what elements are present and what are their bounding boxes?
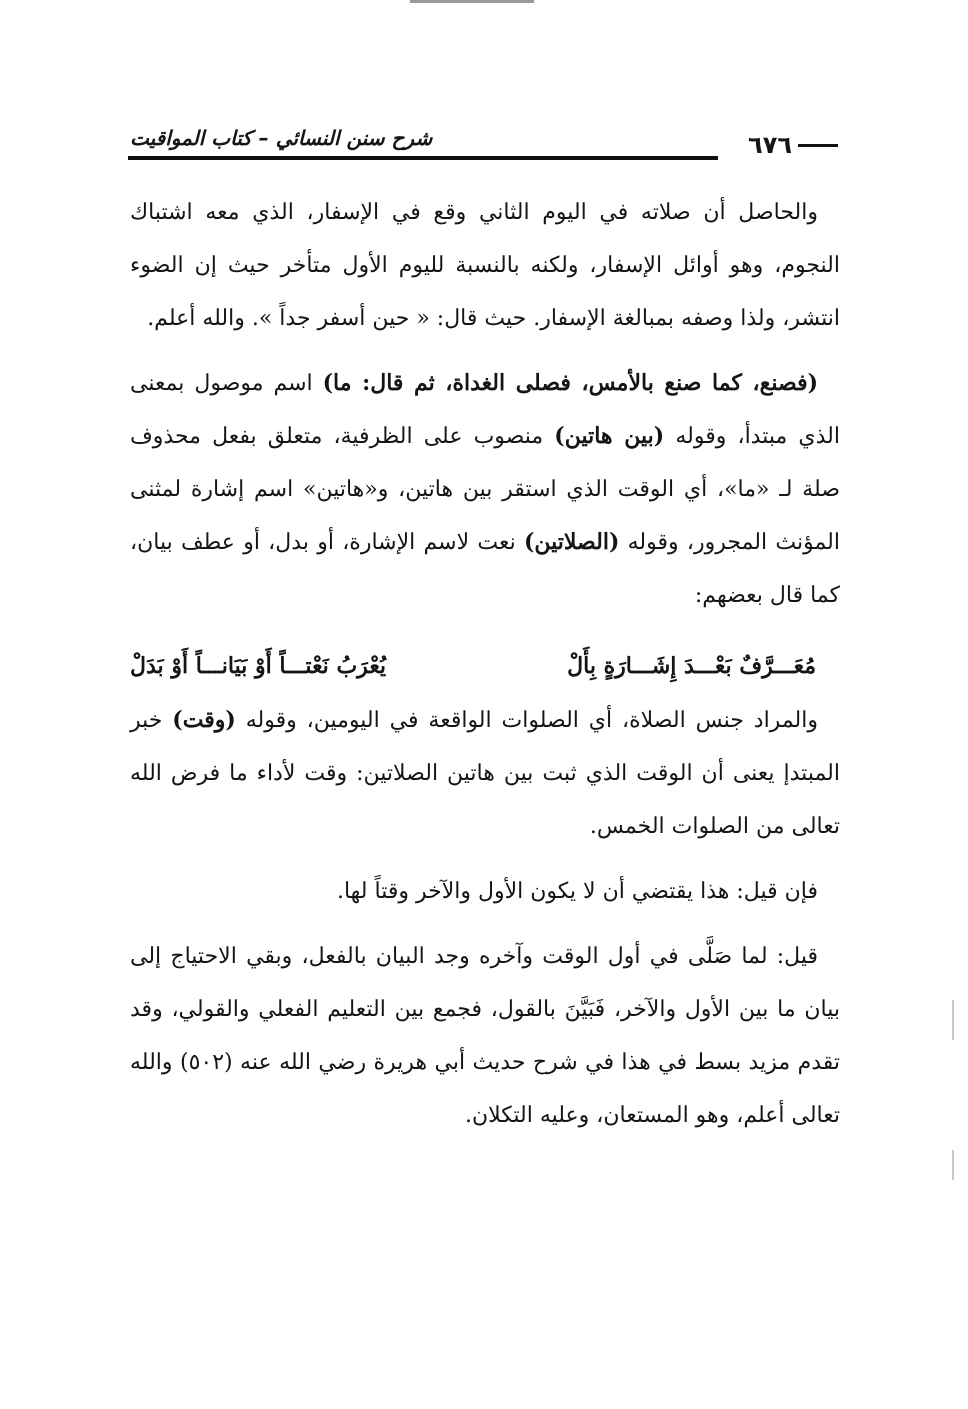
paragraph-2-text-c: نعت لاسم الإشارة، أو بدل، أو عطف بيان، كما قال بعضهم:	[130, 530, 840, 608]
scan-edge-mark	[952, 1000, 954, 1040]
paragraph-1: والحاصل أن صلاته في اليوم الثاني وقع في الإسفار، الذي معه اشتباك النجوم، وهو أوائل الإسفار، ولكنه بالنسبة لليوم الأول متأخر حيث إن الضوء انتشر، ولذا وصفه بمبالغة الإسفار. حيث قال: « حين أسفر جداً ». والله أعلم.	[130, 200, 840, 331]
scan-edge-mark	[952, 1150, 954, 1180]
page-number-text: ٦٧٦	[748, 131, 792, 159]
verse-first-hemistich: مُعَـــرَّفٌ بَعْـــدَ إِشَـــارَةٍ بِأَلْ	[567, 653, 816, 679]
page-number-dash	[798, 144, 838, 147]
paragraph-2-text-b: منصوب على الظرفية، متعلق بفعل محذوف صلة لـ «ما»، أي الوقت الذي استقر بين هاتين، و«هاتين» اسم إشارة لمثنى المؤنث المجرور، وقوله	[130, 424, 840, 555]
running-title: شرح سنن النسائي – كتاب المواقيت	[130, 126, 433, 150]
page-header	[128, 126, 838, 166]
page-number	[748, 131, 838, 159]
paragraph-5: قيل: لما صَلَّى في أول الوقت وآخره وجد البيان بالفعل، وبقي الاحتياج إلى بيان ما بين الأول والآخر، فَبَيَّنَ بالقول، فجمع بين التعليم الفعلي والقولي، وقد تقدم مزيد بسط في هذا في شرح حديث أبي هريرة رضي الله عنه (٥٠٢) والله تعالى أعلم، وهو المستعان، وعليه التكلان.	[130, 944, 841, 1128]
paragraph-2	[130, 357, 840, 622]
quoted-phrase-bayn-hatayn: (بين هاتين)	[554, 423, 665, 449]
quoted-hadith-phrase: (فصنع، كما صنع بالأمس، فصلى الغداة، ثم قال: ما)	[322, 370, 819, 396]
paragraph-2-text-a: اسم موصول بمعنى الذي مبتدأ، وقوله	[130, 371, 840, 449]
quoted-word-waqt: (وقت)	[172, 707, 236, 733]
poetry-verse	[130, 632, 840, 694]
body-text	[130, 186, 840, 1142]
header-rule	[128, 156, 718, 160]
top-edge-mark	[410, 0, 534, 3]
paragraph-3-text-b: خبر المبتدإ يعنى أن الوقت الذي ثبت بين هاتين الصلاتين: وقت لأداء ما فرض الله تعالى من الصلوات الخمس.	[130, 708, 840, 839]
quoted-phrase-salatayn: (الصلاتين)	[524, 529, 620, 555]
verse-second-hemistich: يُعْرَبُ نَعْتـــاً أَوْ بَيَانـــاً أَوْ بَدَلْ	[130, 653, 387, 679]
paragraph-3-text-a: والمراد جنس الصلاة، أي الصلوات الواقعة في اليومين، وقوله	[235, 708, 818, 733]
paragraph-3	[130, 694, 840, 853]
paragraph-4: فإن قيل: هذا يقتضي أن لا يكون الأول والآخر وقتاً لها.	[336, 879, 818, 904]
